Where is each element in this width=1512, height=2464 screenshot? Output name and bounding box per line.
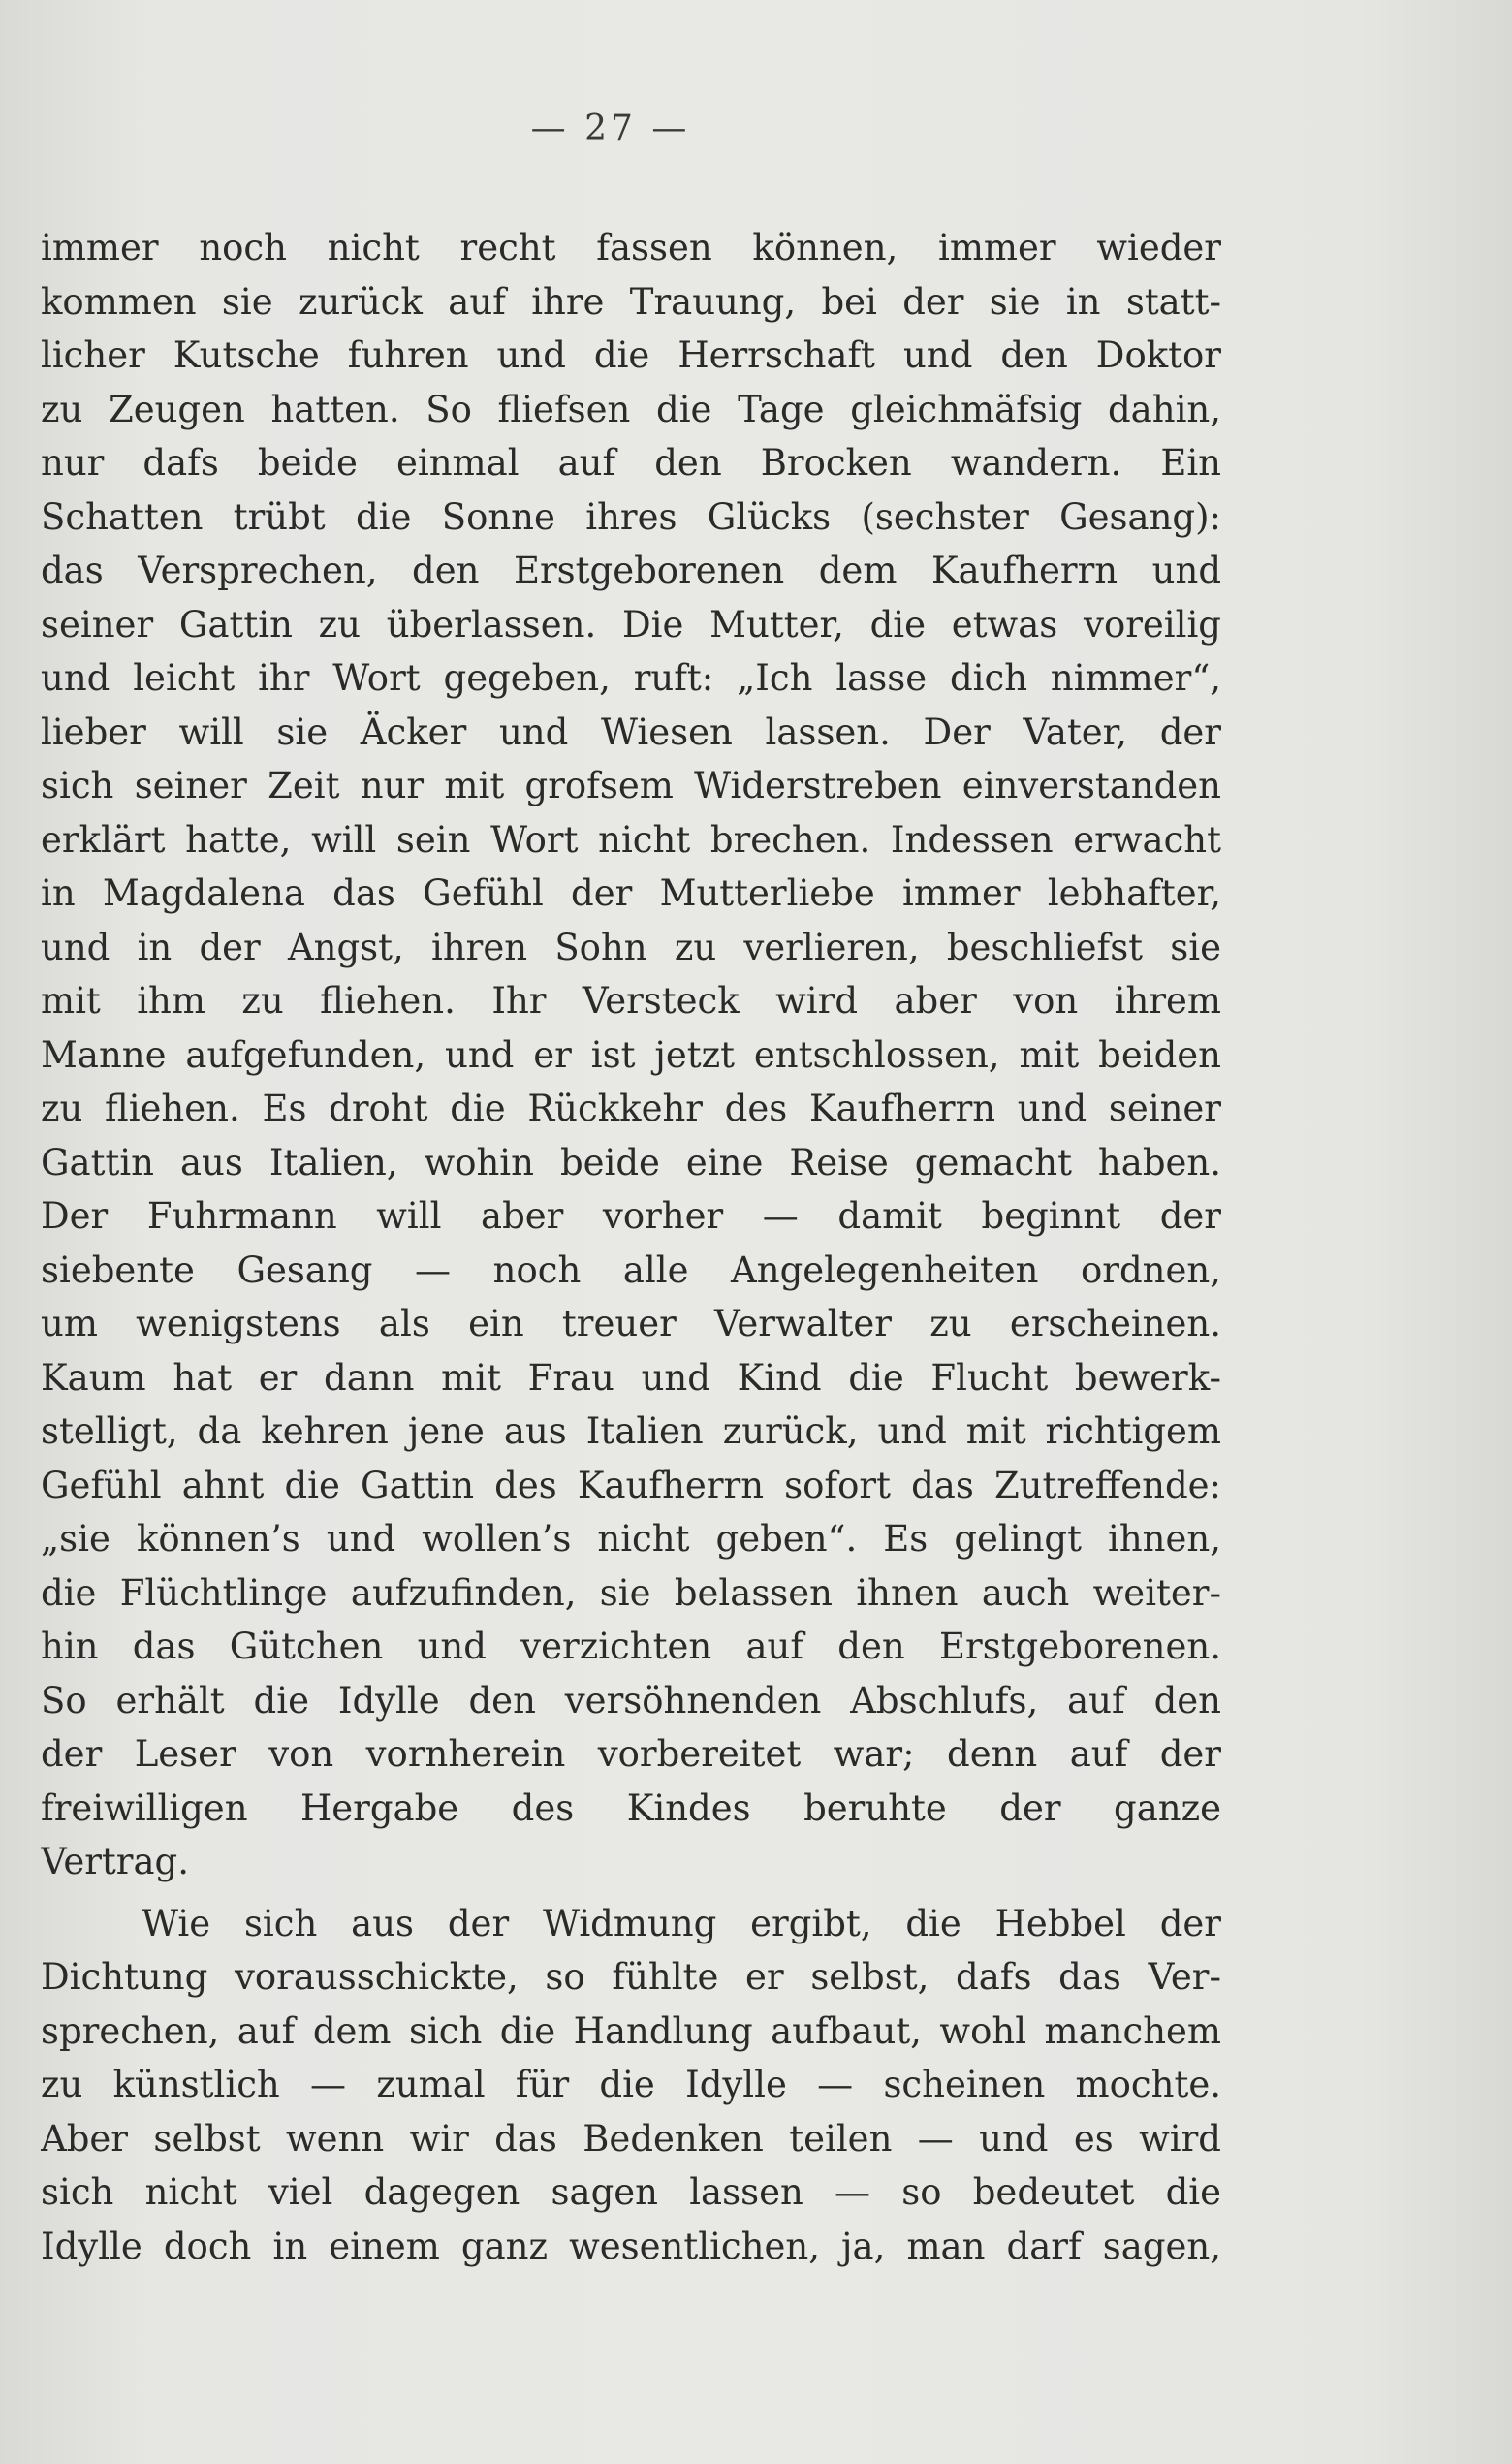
- text-line: seiner Gattin zu überlassen. Die Mutter, die etwas voreilig: [41, 603, 1221, 646]
- text-line: licher Kutsche fuhren und die Herrschaft und den Doktor: [41, 334, 1221, 376]
- text-line: um wenigstens als ein treuer Verwalter zu erscheinen.: [41, 1303, 1221, 1344]
- text-line: Gattin aus Italien, wohin beide eine Reise gemacht haben.: [41, 1141, 1221, 1184]
- paragraph-2: [41, 1897, 1221, 2274]
- text-line: siebente Gesang — noch alle Angelegenheiten ordnen,: [41, 1248, 1221, 1291]
- paragraph-1: [41, 221, 1221, 1889]
- text-line: das Versprechen, den Erstgeborenen dem Kaufherrn und: [41, 550, 1221, 591]
- text-line: Idylle doch in einem ganz wesentlichen, ja, man darf sagen,: [41, 2225, 1221, 2267]
- text-line: in Magdalena das Gefühl der Mutterliebe immer lebhafter,: [41, 872, 1221, 914]
- text-line: Manne aufgefunden, und er ist jetzt entschlossen, mit beiden: [41, 1033, 1221, 1076]
- text-line: hin das Gütchen und verzichten auf den Erstgeborenen.: [41, 1626, 1221, 1667]
- body-text: [41, 221, 1221, 2273]
- text-line: „sie können’s und wollen’s nicht geben“. Es gelingt ihnen,: [41, 1518, 1221, 1560]
- text-line: mit ihm zu fliehen. Ihr Versteck wird aber von ihrem: [41, 980, 1221, 1022]
- text-line: Aber selbst wenn wir das Bedenken teilen — und es wird: [41, 2117, 1221, 2160]
- text-line: zu fliehen. Es droht die Rückkehr des Kaufherrn und seiner: [41, 1088, 1221, 1129]
- text-line: immer noch nicht recht fassen können, immer wieder: [41, 227, 1221, 269]
- text-line: Vertrag.: [41, 1841, 189, 1882]
- page-number: — 27 —: [530, 109, 691, 148]
- text-line: sprechen, auf dem sich die Handlung aufbaut, wohl manchem: [41, 2009, 1221, 2052]
- text-line: und in der Angst, ihren Sohn zu verlieren, beschliefst sie: [41, 926, 1221, 968]
- text-line: Wie sich aus der Widmung ergibt, die Hebbel der: [142, 1902, 1221, 1944]
- text-line: zu künstlich — zumal für die Idylle — scheinen mochte.: [41, 2064, 1221, 2105]
- text-line: nur dafs beide einmal auf den Brocken wandern. Ein: [41, 442, 1221, 484]
- text-line: Kaum hat er dann mit Frau und Kind die Flucht bewerk-: [41, 1356, 1221, 1399]
- text-line: Schatten trübt die Sonne ihres Glücks (sechster Gesang):: [41, 495, 1221, 538]
- text-line: Dichtung vorausschickte, so fühlte er selbst, dafs das Ver-: [41, 1956, 1221, 1998]
- text-line: kommen sie zurück auf ihre Trauung, bei der sie in statt-: [41, 280, 1221, 323]
- text-line: und leicht ihr Wort gegeben, ruft: „Ich lasse dich nimmer“,: [41, 657, 1221, 699]
- text-line: stelligt, da kehren jene aus Italien zurück, und mit richtigem: [41, 1410, 1221, 1452]
- text-line: sich seiner Zeit nur mit grofsem Widerstreben einverstanden: [41, 765, 1221, 806]
- text-line: So erhält die Idylle den versöhnenden Abschlufs, auf den: [41, 1679, 1221, 1722]
- text-line: Der Fuhrmann will aber vorher — damit beginnt der: [41, 1195, 1221, 1237]
- text-line: freiwilligen Hergabe des Kindes beruhte der ganze: [41, 1786, 1221, 1829]
- text-line: sich nicht viel dagegen sagen lassen — so bedeutet die: [41, 2171, 1221, 2213]
- paragraph-gap: [41, 1889, 1221, 1897]
- text-line: zu Zeugen hatten. So fliefsen die Tage gleichmäfsig dahin,: [41, 388, 1221, 430]
- text-line: der Leser von vornherein vorbereitet war; denn auf der: [41, 1733, 1221, 1775]
- text-line: die Flüchtlinge aufzufinden, sie belassen ihnen auch weiter-: [41, 1571, 1221, 1614]
- text-line: Gefühl ahnt die Gattin des Kaufherrn sofort das Zutreffende:: [41, 1464, 1221, 1506]
- text-line: erklärt hatte, will sein Wort nicht brechen. Indessen erwacht: [41, 818, 1221, 861]
- text-line: lieber will sie Äcker und Wiesen lassen. Der Vater, der: [41, 711, 1221, 753]
